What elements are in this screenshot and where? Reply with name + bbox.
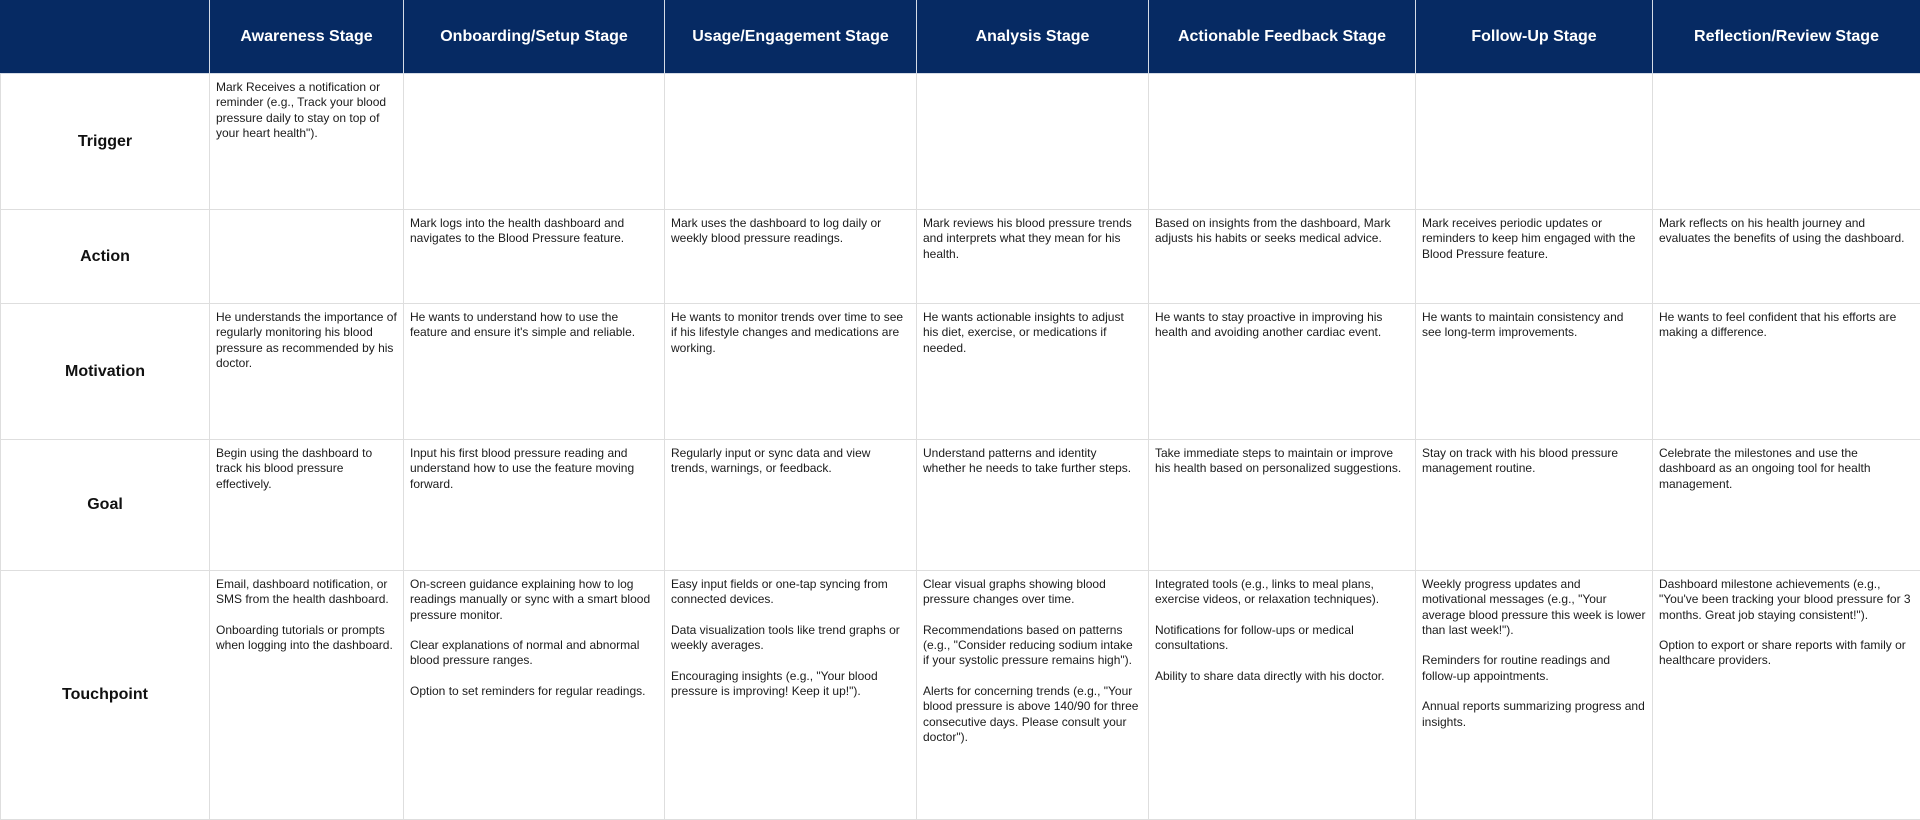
cell-text: Dashboard milestone achievements (e.g., "You've been tracking your blood pressure for 3 months. Great job staying consistent!"). — [1659, 577, 1914, 623]
cell-text: Data visualization tools like trend graphs or weekly averages. — [671, 623, 910, 654]
cell-text: Input his first blood pressure reading and understand how to use the feature moving forward. — [410, 446, 658, 492]
cell-trigger-analysis — [917, 74, 1149, 210]
cell-action-awareness — [210, 210, 404, 304]
cell-touchpoint-actionable-feedback — [1149, 571, 1416, 820]
cell-text: Mark receives periodic updates or reminders to keep him engaged with the Blood Pressure feature. — [1422, 216, 1646, 262]
cell-text: Encouraging insights (e.g., "Your blood pressure is improving! Keep it up!"). — [671, 669, 910, 700]
cell-goal-usage — [665, 440, 917, 571]
cell-touchpoint-onboarding — [404, 571, 665, 820]
cell-action-reflection — [1653, 210, 1920, 304]
cell-motivation-follow-up — [1416, 304, 1653, 440]
cell-text: Understand patterns and identity whether he needs to take further steps. — [923, 446, 1142, 477]
cell-motivation-usage — [665, 304, 917, 440]
row-header-touchpoint: Touchpoint — [1, 571, 210, 820]
cell-text: Alerts for concerning trends (e.g., "Your blood pressure is above 140/90 for three consecutive days. Please consult your doctor"). — [923, 684, 1142, 745]
stage-header-onboarding: Onboarding/Setup Stage — [404, 0, 665, 74]
cell-trigger-actionable-feedback — [1149, 74, 1416, 210]
cell-text: Option to export or share reports with family or healthcare providers. — [1659, 638, 1914, 669]
cell-touchpoint-awareness — [210, 571, 404, 820]
cell-text: Clear visual graphs showing blood pressure changes over time. — [923, 577, 1142, 608]
row-touchpoint — [1, 571, 1920, 820]
cell-goal-awareness — [210, 440, 404, 571]
cell-text: Stay on track with his blood pressure management routine. — [1422, 446, 1646, 477]
cell-motivation-reflection — [1653, 304, 1920, 440]
cell-touchpoint-analysis — [917, 571, 1149, 820]
cell-touchpoint-usage — [665, 571, 917, 820]
cell-trigger-onboarding — [404, 74, 665, 210]
cell-text: He wants to stay proactive in improving his health and avoiding another cardiac event. — [1155, 310, 1409, 341]
journey-body — [1, 74, 1920, 820]
cell-goal-analysis — [917, 440, 1149, 571]
cell-text: Integrated tools (e.g., links to meal plans, exercise videos, or relaxation techniques). — [1155, 577, 1409, 608]
cell-text: He wants actionable insights to adjust his diet, exercise, or medications if needed. — [923, 310, 1142, 356]
cell-text: Mark Receives a notification or reminder (e.g., Track your blood pressure daily to stay on top of your heart health"). — [216, 80, 397, 141]
cell-goal-reflection — [1653, 440, 1920, 571]
cell-text: Clear explanations of normal and abnormal blood pressure ranges. — [410, 638, 658, 669]
cell-action-onboarding — [404, 210, 665, 304]
row-header-motivation: Motivation — [1, 304, 210, 440]
cell-action-actionable-feedback — [1149, 210, 1416, 304]
cell-trigger-usage — [665, 74, 917, 210]
cell-text: He wants to understand how to use the feature and ensure it's simple and reliable. — [410, 310, 658, 341]
cell-text: Weekly progress updates and motivational messages (e.g., "Your average blood pressure this week is lower than last week!"). — [1422, 577, 1646, 638]
row-action — [1, 210, 1920, 304]
stage-header-analysis: Analysis Stage — [917, 0, 1149, 74]
cell-text: Easy input fields or one-tap syncing from connected devices. — [671, 577, 910, 608]
cell-text: Mark uses the dashboard to log daily or weekly blood pressure readings. — [671, 216, 910, 247]
cell-text: Ability to share data directly with his doctor. — [1155, 669, 1409, 684]
row-trigger — [1, 74, 1920, 210]
row-goal — [1, 440, 1920, 571]
cell-touchpoint-reflection — [1653, 571, 1920, 820]
stage-header-awareness: Awareness Stage — [210, 0, 404, 74]
cell-touchpoint-follow-up — [1416, 571, 1653, 820]
cell-text: He wants to maintain consistency and see long-term improvements. — [1422, 310, 1646, 341]
cell-text: Onboarding tutorials or prompts when logging into the dashboard. — [216, 623, 397, 654]
cell-goal-actionable-feedback — [1149, 440, 1416, 571]
cell-text: He understands the importance of regularly monitoring his blood pressure as recommended by his doctor. — [216, 310, 397, 371]
cell-text: Begin using the dashboard to track his blood pressure effectively. — [216, 446, 397, 492]
cell-action-follow-up — [1416, 210, 1653, 304]
row-header-goal: Goal — [1, 440, 210, 571]
cell-text: He wants to monitor trends over time to see if his lifestyle changes and medications are working. — [671, 310, 910, 356]
cell-goal-onboarding — [404, 440, 665, 571]
cell-text: Reminders for routine readings and follow-up appointments. — [1422, 653, 1646, 684]
stage-header-row — [1, 0, 1920, 74]
stage-header-actionable-feedback: Actionable Feedback Stage — [1149, 0, 1416, 74]
row-motivation — [1, 304, 1920, 440]
cell-text: Mark logs into the health dashboard and navigates to the Blood Pressure feature. — [410, 216, 658, 247]
cell-motivation-awareness — [210, 304, 404, 440]
cell-text: Celebrate the milestones and use the dashboard as an ongoing tool for health management. — [1659, 446, 1914, 492]
cell-motivation-onboarding — [404, 304, 665, 440]
cell-text: Based on insights from the dashboard, Mark adjusts his habits or seeks medical advice. — [1155, 216, 1409, 247]
row-header-trigger: Trigger — [1, 74, 210, 210]
header-corner-cell — [1, 0, 210, 74]
cell-text: Mark reviews his blood pressure trends and interprets what they mean for his health. — [923, 216, 1142, 262]
cell-trigger-follow-up — [1416, 74, 1653, 210]
cell-trigger-reflection — [1653, 74, 1920, 210]
cell-trigger-awareness — [210, 74, 404, 210]
cell-text: Option to set reminders for regular readings. — [410, 684, 658, 699]
cell-text: On-screen guidance explaining how to log readings manually or sync with a smart blood pressure monitor. — [410, 577, 658, 623]
cell-text: Email, dashboard notification, or SMS from the health dashboard. — [216, 577, 397, 608]
row-header-action: Action — [1, 210, 210, 304]
cell-action-usage — [665, 210, 917, 304]
cell-text: Take immediate steps to maintain or improve his health based on personalized suggestions. — [1155, 446, 1409, 477]
cell-text: Notifications for follow-ups or medical consultations. — [1155, 623, 1409, 654]
cell-motivation-actionable-feedback — [1149, 304, 1416, 440]
cell-text: He wants to feel confident that his efforts are making a difference. — [1659, 310, 1914, 341]
cell-text: Recommendations based on patterns (e.g., "Consider reducing sodium intake if your systolic pressure remains high"). — [923, 623, 1142, 669]
cell-text: Mark reflects on his health journey and evaluates the benefits of using the dashboard. — [1659, 216, 1914, 247]
stage-header-follow-up: Follow-Up Stage — [1416, 0, 1653, 74]
cell-action-analysis — [917, 210, 1149, 304]
cell-goal-follow-up — [1416, 440, 1653, 571]
stage-header-usage: Usage/Engagement Stage — [665, 0, 917, 74]
stage-header-reflection: Reflection/Review Stage — [1653, 0, 1920, 74]
cell-text: Annual reports summarizing progress and insights. — [1422, 699, 1646, 730]
cell-motivation-analysis — [917, 304, 1149, 440]
cell-text: Regularly input or sync data and view trends, warnings, or feedback. — [671, 446, 910, 477]
